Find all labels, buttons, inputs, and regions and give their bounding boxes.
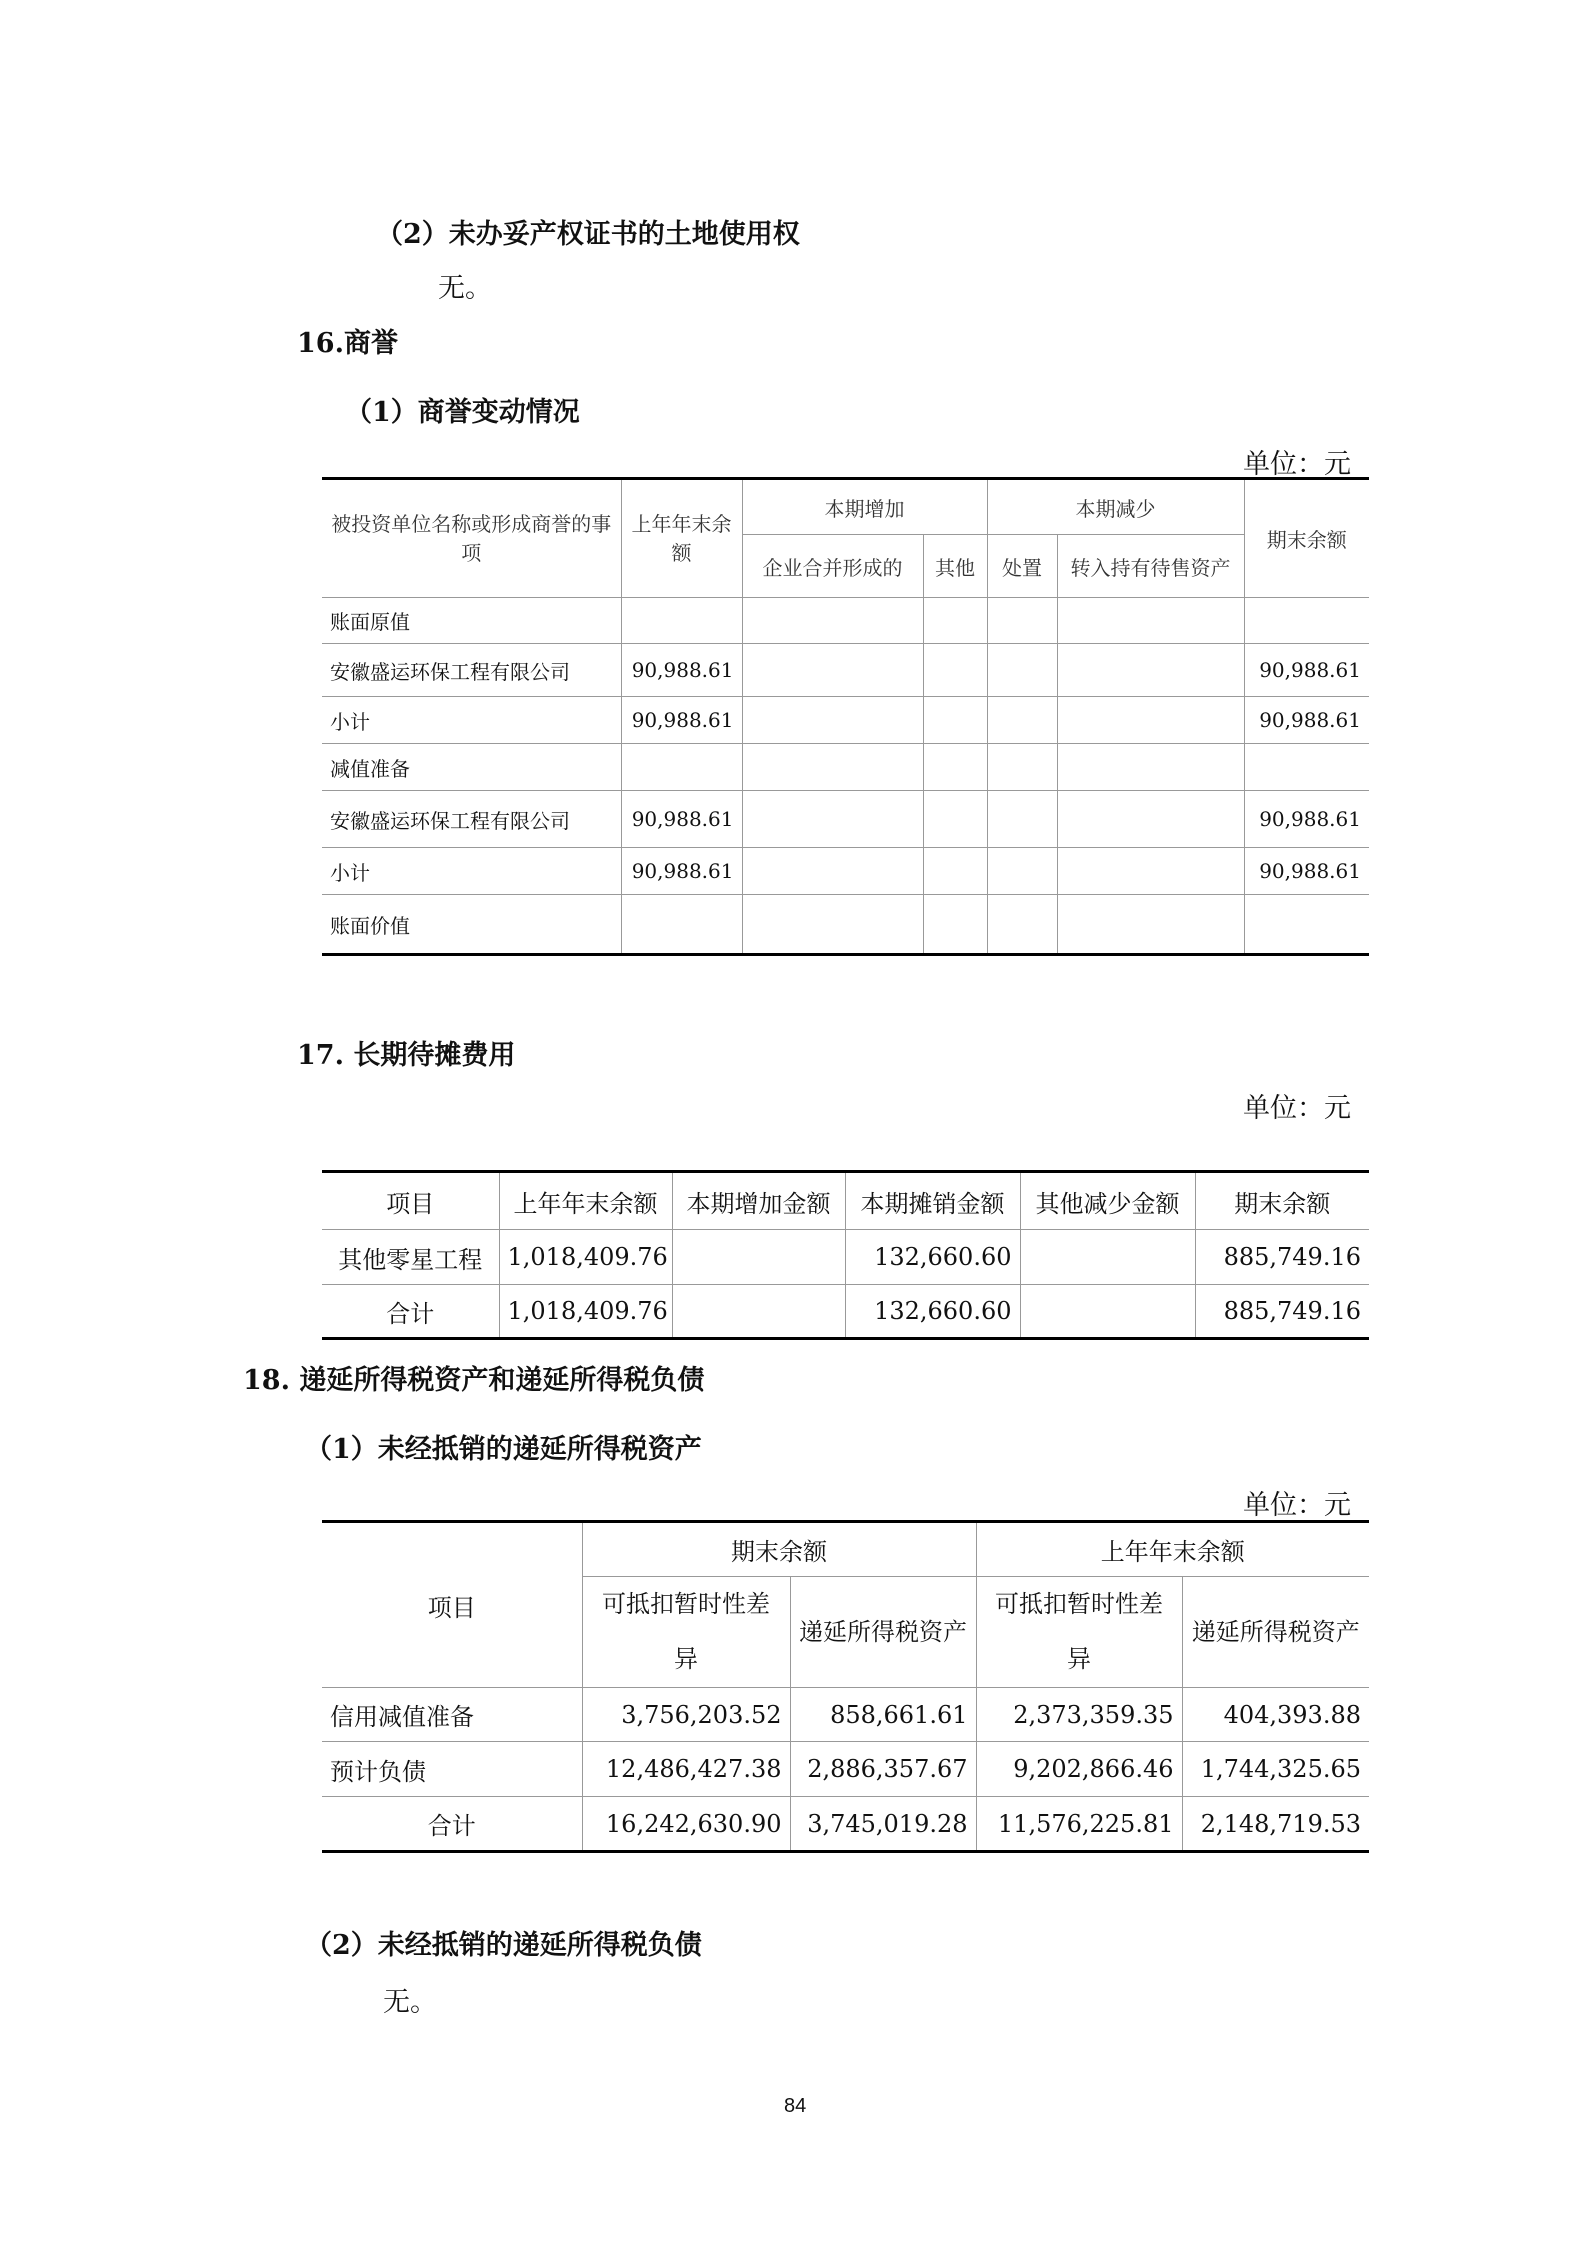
row-dispose xyxy=(987,697,1057,744)
land-rights-heading: （2）未办妥产权证书的土地使用权 xyxy=(376,219,800,250)
row-prev: 1,018,409.76 xyxy=(499,1285,672,1339)
table-row xyxy=(322,598,1369,644)
table-row xyxy=(322,1742,1369,1797)
row-end: 90,988.61 xyxy=(1244,644,1369,697)
row-other-decrease xyxy=(1020,1285,1195,1339)
row-end: 885,749.16 xyxy=(1195,1285,1369,1339)
row-transfer xyxy=(1057,895,1244,955)
row-prev-asset: 404,393.88 xyxy=(1182,1688,1369,1742)
row-transfer xyxy=(1057,697,1244,744)
header-end-balance: 期末余额 xyxy=(1244,479,1369,598)
row-transfer xyxy=(1057,644,1244,697)
row-prev xyxy=(621,598,742,644)
row-prev-diff: 11,576,225.81 xyxy=(976,1797,1182,1852)
header-prev-balance: 上年年末余额 xyxy=(976,1522,1369,1577)
row-prev: 90,988.61 xyxy=(621,697,742,744)
header-item: 项目 xyxy=(322,1172,499,1230)
row-name: 账面原值 xyxy=(322,598,621,644)
header-amortized: 本期摊销金额 xyxy=(845,1172,1020,1230)
row-prev: 1,018,409.76 xyxy=(499,1230,672,1285)
goodwill-heading: 16.商誉 xyxy=(297,328,398,359)
row-end-diff: 12,486,427.38 xyxy=(582,1742,790,1797)
header-dec-transfer: 转入持有待售资产 xyxy=(1057,535,1244,598)
row-transfer xyxy=(1057,791,1244,848)
table-row xyxy=(322,1688,1369,1742)
row-name: 安徽盛运环保工程有限公司 xyxy=(322,644,621,697)
row-end-asset: 858,661.61 xyxy=(790,1688,976,1742)
prepaid-unit: 单位：元 xyxy=(1243,1093,1351,1124)
header-increase: 本期增加 xyxy=(742,479,987,535)
deferred-tax-heading: 18. 递延所得税资产和递延所得税负债 xyxy=(243,1365,705,1396)
table-row xyxy=(322,644,1369,697)
row-merge xyxy=(742,791,923,848)
row-end: 90,988.61 xyxy=(1244,848,1369,895)
header-increase: 本期增加金额 xyxy=(672,1172,845,1230)
prepaid-table xyxy=(322,1170,1369,1340)
row-end xyxy=(1244,895,1369,955)
table-row xyxy=(322,744,1369,791)
row-transfer xyxy=(1057,598,1244,644)
row-transfer xyxy=(1057,848,1244,895)
row-other xyxy=(923,744,987,791)
table-row xyxy=(322,1285,1369,1339)
row-name: 安徽盛运环保工程有限公司 xyxy=(322,791,621,848)
row-end: 90,988.61 xyxy=(1244,791,1369,848)
row-item: 信用减值准备 xyxy=(322,1688,582,1742)
row-end-asset: 3,745,019.28 xyxy=(790,1797,976,1852)
row-other-decrease xyxy=(1020,1230,1195,1285)
row-prev-asset: 1,744,325.65 xyxy=(1182,1742,1369,1797)
row-prev: 90,988.61 xyxy=(621,791,742,848)
row-merge xyxy=(742,744,923,791)
row-dispose xyxy=(987,848,1057,895)
row-item: 其他零星工程 xyxy=(322,1230,499,1285)
header-name: 被投资单位名称或形成商誉的事项 xyxy=(322,479,621,598)
header-prev-diff: 可抵扣暂时性差异 xyxy=(976,1577,1182,1688)
row-merge xyxy=(742,895,923,955)
row-item: 预计负债 xyxy=(322,1742,582,1797)
page-number: 84 xyxy=(784,2095,807,2117)
row-end xyxy=(1244,744,1369,791)
table-row xyxy=(322,697,1369,744)
row-end: 90,988.61 xyxy=(1244,697,1369,744)
row-merge xyxy=(742,697,923,744)
table-row xyxy=(322,895,1369,955)
row-other xyxy=(923,895,987,955)
row-prev-diff: 2,373,359.35 xyxy=(976,1688,1182,1742)
header-inc-other: 其他 xyxy=(923,535,987,598)
row-name: 账面价值 xyxy=(322,895,621,955)
header-end-asset: 递延所得税资产 xyxy=(790,1577,976,1688)
header-prev-asset: 递延所得税资产 xyxy=(1182,1577,1369,1688)
row-prev-diff: 9,202,866.46 xyxy=(976,1742,1182,1797)
row-item: 合计 xyxy=(322,1797,582,1852)
row-merge xyxy=(742,598,923,644)
row-prev xyxy=(621,895,742,955)
header-inc-merge: 企业合并形成的 xyxy=(742,535,923,598)
row-end-diff: 3,756,203.52 xyxy=(582,1688,790,1742)
land-rights-text: 无。 xyxy=(438,273,492,304)
goodwill-subheading: （1）商誉变动情况 xyxy=(345,397,580,428)
row-other xyxy=(923,848,987,895)
row-increase xyxy=(672,1285,845,1339)
prepaid-heading: 17. 长期待摊费用 xyxy=(297,1040,516,1071)
row-prev: 90,988.61 xyxy=(621,644,742,697)
row-amortized: 132,660.60 xyxy=(845,1285,1020,1339)
header-other-decrease: 其他减少金额 xyxy=(1020,1172,1195,1230)
row-dispose xyxy=(987,744,1057,791)
header-dec-dispose: 处置 xyxy=(987,535,1057,598)
row-other xyxy=(923,598,987,644)
row-end-diff: 16,242,630.90 xyxy=(582,1797,790,1852)
row-dispose xyxy=(987,895,1057,955)
row-prev: 90,988.61 xyxy=(621,848,742,895)
row-dispose xyxy=(987,791,1057,848)
row-transfer xyxy=(1057,744,1244,791)
row-prev xyxy=(621,744,742,791)
header-end-balance: 期末余额 xyxy=(1195,1172,1369,1230)
header-end-diff: 可抵扣暂时性差异 xyxy=(582,1577,790,1688)
deferred-tax-liabilities-subheading: （2）未经抵销的递延所得税负债 xyxy=(305,1930,702,1961)
row-end xyxy=(1244,598,1369,644)
row-merge xyxy=(742,848,923,895)
deferred-tax-assets-subheading: （1）未经抵销的递延所得税资产 xyxy=(305,1434,702,1465)
row-merge xyxy=(742,644,923,697)
row-prev-asset: 2,148,719.53 xyxy=(1182,1797,1369,1852)
row-name: 减值准备 xyxy=(322,744,621,791)
header-prev-balance: 上年年末余额 xyxy=(499,1172,672,1230)
header-end-balance: 期末余额 xyxy=(582,1522,976,1577)
row-increase xyxy=(672,1230,845,1285)
row-other xyxy=(923,644,987,697)
table-row xyxy=(322,1797,1369,1852)
table-row xyxy=(322,791,1369,848)
deferred-tax-assets-table xyxy=(322,1520,1369,1853)
row-other xyxy=(923,697,987,744)
deferred-tax-liabilities-text: 无。 xyxy=(383,1987,437,2018)
row-name: 小计 xyxy=(322,697,621,744)
goodwill-unit: 单位：元 xyxy=(1243,449,1351,480)
table-row xyxy=(322,1230,1369,1285)
header-prev-balance: 上年年末余额 xyxy=(621,479,742,598)
row-item: 合计 xyxy=(322,1285,499,1339)
row-dispose xyxy=(987,644,1057,697)
row-end-asset: 2,886,357.67 xyxy=(790,1742,976,1797)
row-name: 小计 xyxy=(322,848,621,895)
row-amortized: 132,660.60 xyxy=(845,1230,1020,1285)
deferred-tax-unit: 单位：元 xyxy=(1243,1490,1351,1521)
goodwill-table xyxy=(322,477,1369,956)
row-end: 885,749.16 xyxy=(1195,1230,1369,1285)
header-decrease: 本期减少 xyxy=(987,479,1244,535)
table-row xyxy=(322,848,1369,895)
row-dispose xyxy=(987,598,1057,644)
row-other xyxy=(923,791,987,848)
header-item: 项目 xyxy=(322,1522,582,1688)
